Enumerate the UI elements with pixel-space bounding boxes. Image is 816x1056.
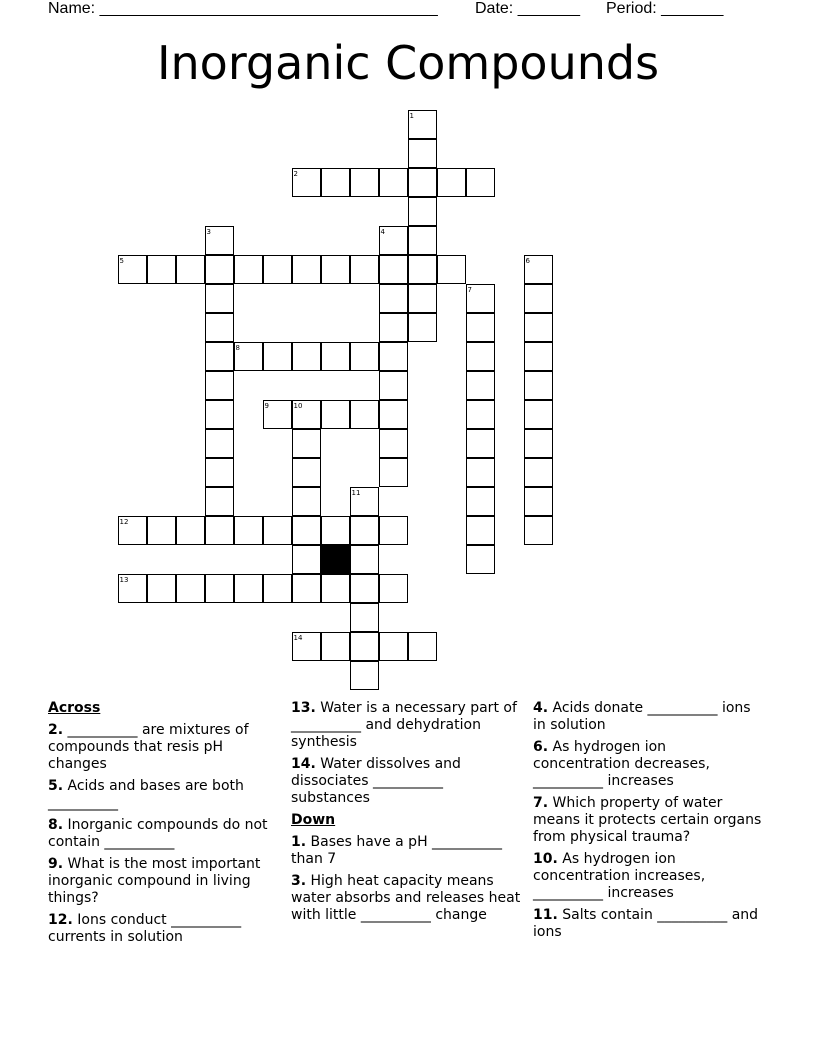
grid-cell[interactable] (205, 342, 234, 371)
clue-across-14: 14. Water dissolves and dissociates __________ substances (291, 756, 461, 806)
grid-cell[interactable] (408, 226, 437, 255)
grid-cell[interactable] (466, 516, 495, 545)
clue-down-6: 6. As hydrogen ion concentration decreases, __________ increases (533, 739, 710, 789)
grid-cell[interactable] (147, 516, 176, 545)
grid-cell[interactable] (205, 255, 234, 284)
grid-cell[interactable] (408, 168, 437, 197)
grid-cell[interactable] (408, 632, 437, 661)
grid-cell[interactable] (466, 545, 495, 574)
grid-cell[interactable] (292, 545, 321, 574)
grid-cell[interactable] (379, 400, 408, 429)
clues-column-2 (291, 700, 521, 929)
clue-across-2: 2. __________ are mixtures of compounds that resis pH changes (48, 722, 249, 772)
grid-cell[interactable] (292, 429, 321, 458)
grid-cell[interactable] (292, 516, 321, 545)
grid-cell[interactable] (408, 255, 437, 284)
clue-down-1: 1. Bases have a pH __________ than 7 (291, 834, 503, 867)
grid-cell[interactable] (176, 574, 205, 603)
grid-cell[interactable] (205, 284, 234, 313)
grid-cell[interactable] (205, 429, 234, 458)
clue-down-3: 3. High heat capacity means water absorbs and releases heat with little __________ change (291, 873, 521, 923)
grid-cell[interactable] (176, 516, 205, 545)
grid-cell[interactable] (466, 429, 495, 458)
grid-cell[interactable] (321, 255, 350, 284)
grid-cell[interactable] (379, 284, 408, 313)
grid-cell[interactable] (379, 429, 408, 458)
clue-down-4: 4. Acids donate __________ ions in solution (533, 700, 751, 733)
grid-cell[interactable] (466, 313, 495, 342)
grid-cell[interactable] (408, 284, 437, 313)
clue-number-label: 9 (264, 402, 269, 410)
clue-number-label: 10 (293, 402, 303, 410)
clue-number-label: 13 (119, 576, 129, 584)
grid-cell[interactable] (379, 313, 408, 342)
grid-cell[interactable] (205, 516, 234, 545)
grid-cell[interactable] (524, 429, 553, 458)
date-field-label: Date: _______ (475, 0, 580, 17)
grid-cell[interactable] (321, 574, 350, 603)
grid-cell[interactable] (524, 371, 553, 400)
grid-cell[interactable] (524, 487, 553, 516)
grid-cell[interactable] (524, 313, 553, 342)
grid-cell[interactable] (263, 574, 292, 603)
grid-cell[interactable] (350, 516, 379, 545)
clue-number-label: 3 (206, 228, 211, 236)
grid-cell[interactable] (466, 458, 495, 487)
grid-cell[interactable] (234, 574, 263, 603)
grid-cell[interactable] (524, 284, 553, 313)
grid-cell[interactable] (466, 400, 495, 429)
clue-down-10: 10. As hydrogen ion concentration increases, __________ increases (533, 851, 706, 901)
grid-cell[interactable] (147, 255, 176, 284)
grid-cell[interactable] (205, 400, 234, 429)
clue-down-7: 7. Which property of water means it protects certain organs from physical trauma? (533, 795, 762, 845)
grid-cell[interactable] (176, 255, 205, 284)
grid-cell[interactable] (321, 516, 350, 545)
clue-number-label: 2 (293, 170, 298, 178)
grid-cell[interactable] (466, 168, 495, 197)
grid-cell[interactable] (205, 487, 234, 516)
grid-cell[interactable] (408, 197, 437, 226)
grid-cell[interactable] (350, 545, 379, 574)
clue-number-label: 7 (467, 286, 472, 294)
grid-cell[interactable] (379, 458, 408, 487)
down-heading: Down (291, 812, 336, 828)
grid-cell[interactable] (379, 632, 408, 661)
grid-cell[interactable] (263, 516, 292, 545)
grid-cell[interactable] (263, 255, 292, 284)
clues-column-1 (48, 700, 276, 951)
clues-column-3 (533, 700, 763, 946)
grid-cell[interactable] (379, 574, 408, 603)
grid-cell[interactable] (292, 342, 321, 371)
grid-cell[interactable] (379, 255, 408, 284)
grid-cell[interactable] (350, 603, 379, 632)
grid-cell[interactable] (205, 458, 234, 487)
clue-number-label: 4 (380, 228, 385, 236)
grid-cell[interactable] (321, 400, 350, 429)
grid-cell[interactable] (524, 516, 553, 545)
grid-cell[interactable] (379, 342, 408, 371)
grid-cell[interactable] (205, 371, 234, 400)
clue-number-label: 6 (525, 257, 530, 265)
clue-number-label: 8 (235, 344, 240, 352)
grid-cell[interactable] (466, 371, 495, 400)
grid-cell[interactable] (408, 139, 437, 168)
grid-cell[interactable] (321, 168, 350, 197)
grid-cell[interactable] (350, 255, 379, 284)
grid-cell[interactable] (437, 168, 466, 197)
puzzle-title: Inorganic Compounds (156, 36, 660, 90)
grid-cell[interactable] (321, 342, 350, 371)
clue-number-label: 5 (119, 257, 124, 265)
grid-cell[interactable] (350, 342, 379, 371)
grid-cell[interactable] (379, 371, 408, 400)
grid-cell[interactable] (350, 661, 379, 690)
clue-across-9: 9. What is the most important inorganic compound in living things? (48, 856, 261, 906)
grid-cell[interactable] (147, 574, 176, 603)
grid-cell[interactable] (350, 400, 379, 429)
grid-cell[interactable] (350, 574, 379, 603)
grid-cell[interactable] (466, 342, 495, 371)
grid-cell[interactable] (524, 458, 553, 487)
grid-cell[interactable] (292, 458, 321, 487)
clue-number-label: 14 (293, 634, 303, 642)
across-heading: Across (48, 700, 101, 716)
clue-down-11: 11. Salts contain __________ and ions (533, 907, 759, 940)
grid-cell[interactable] (205, 313, 234, 342)
grid-cell-black (321, 545, 350, 574)
grid-cell[interactable] (524, 400, 553, 429)
clue-number-label: 12 (119, 518, 129, 526)
clue-number-label: 1 (409, 112, 414, 120)
grid-cell[interactable] (321, 632, 350, 661)
grid-cell[interactable] (350, 632, 379, 661)
grid-cell[interactable] (350, 168, 379, 197)
grid-cell[interactable] (263, 342, 292, 371)
clue-across-8: 8. Inorganic compounds do not contain __________ (48, 817, 268, 850)
grid-cell[interactable] (466, 487, 495, 516)
grid-cell[interactable] (524, 342, 553, 371)
name-field-label: Name: ______________________________________ (48, 0, 438, 17)
clue-across-13: 13. Water is a necessary part of __________ and dehydration synthesis (291, 700, 517, 750)
clue-across-12: 12. Ions conduct __________ currents in solution (48, 912, 242, 945)
grid-cell[interactable] (379, 168, 408, 197)
grid-cell[interactable] (379, 516, 408, 545)
clue-number-label: 11 (351, 489, 361, 497)
grid-cell[interactable] (234, 255, 263, 284)
grid-cell[interactable] (205, 574, 234, 603)
grid-cell[interactable] (234, 516, 263, 545)
grid-cell[interactable] (408, 313, 437, 342)
grid-cell[interactable] (292, 255, 321, 284)
grid-cell[interactable] (292, 487, 321, 516)
period-field-label: Period: _______ (606, 0, 724, 17)
clue-across-5: 5. Acids and bases are both __________ (48, 778, 244, 811)
grid-cell[interactable] (292, 574, 321, 603)
grid-cell[interactable] (437, 255, 466, 284)
